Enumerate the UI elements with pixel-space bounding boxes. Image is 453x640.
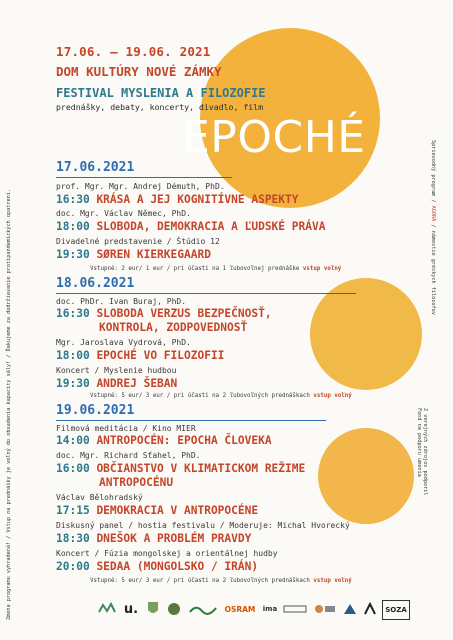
event-line: 16:30 KRÁSA A JEJ KOGNITÍVNE ASPEKTY [56, 193, 299, 206]
event-title-cont: ANTROPOCÉNU [99, 476, 174, 489]
event-speaker: prof. Mgr. Mgr. Andrej Démuth, PhD. [56, 182, 225, 191]
logo-graphic [342, 600, 358, 618]
event-speaker: Divadelné predstavenie / Štúdio 12 [56, 237, 220, 246]
event-line: 18:00 EPOCHÉ VO FILOZOFII [56, 349, 225, 362]
day-date: 18.06.2021 [56, 276, 135, 291]
brand-title: EPOCHÉ [182, 112, 366, 163]
festival-dates: 17.06. – 19.06. 2021 [56, 44, 211, 59]
day-date: 17.06.2021 [56, 160, 135, 175]
festival-name: FESTIVAL MYSLENIA A FILOZOFIE [56, 86, 266, 100]
event-line: 17:15 DEMOKRACIA V ANTROPOCÉNE [56, 504, 259, 517]
sponsor-logos [92, 596, 422, 622]
side-note-funding: Z verejných zdrojov podporil Fond na podporu umenia [416, 408, 428, 496]
event-title-cont: KONTROLA, ZODPOVEDNOSŤ [99, 321, 248, 334]
logo-graphic [362, 600, 378, 618]
event-line: 18:30 DNEŠOK A PROBLÉM PRAVDY [56, 532, 252, 545]
logo-soza: SOZA [382, 600, 410, 620]
decorative-circle-small [318, 428, 414, 524]
festival-venue: DOM KULTÚRY NOVÉ ZÁMKY [56, 64, 222, 79]
event-speaker: doc. Mgr. Václav Němec, PhD. [56, 209, 191, 218]
event-line: 16:00 OBČIANSTVO V KLIMATICKOM REŽIME [56, 462, 306, 475]
event-line: 14:00 ANTROPOCÉN: EPOCHA ČLOVEKA [56, 434, 272, 447]
event-speaker: Václav Bělohradský [56, 493, 143, 502]
side-note-right: Sprievodný program / AGORA / námestie gréckych filozofov [430, 140, 436, 315]
logo-u: u. [123, 601, 139, 617]
event-speaker: Koncert / Myslenie hudbou [56, 366, 177, 375]
logo-osram: OSRAM [224, 604, 256, 614]
logo-graphic [282, 600, 308, 618]
event-speaker: Koncert / Fúzia mongolskej a orientálnej hudby [56, 549, 278, 558]
day-date: 19.06.2021 [56, 403, 135, 418]
event-line: 19:30 ANDREJ ŠEBAN [56, 377, 178, 390]
entry-fee-note: Vstupné: 5 eur/ 3 eur / pri účasti na 2 ľubovoľných prednáškach vstup voľný [90, 393, 352, 399]
logo-script [188, 600, 218, 618]
event-speaker: Diskusný panel / hostia festivalu / Moderuje: Michal Hvorecký [56, 521, 350, 530]
logo-graphic [312, 600, 338, 618]
day-divider [56, 177, 232, 178]
day-divider [56, 420, 326, 421]
event-speaker: Filmová meditácia / Kino MIER [56, 424, 196, 433]
logo-ima: ima [262, 605, 278, 613]
decorative-circle-medium [310, 278, 422, 390]
crest-icon [146, 600, 160, 618]
logo-round [166, 600, 182, 618]
day-divider [56, 293, 356, 294]
entry-fee-note: Vstupné: 2 eur/ 1 eur / pri účasti na 1 ľubovoľnej prednáške vstup voľný [90, 266, 342, 272]
event-line: 16:30 SLOBODA VERZUS BEZPEČNOSŤ, [56, 307, 272, 320]
event-speaker: doc. PhDr. Ivan Buraj, PhD. [56, 297, 187, 306]
side-note-left: Zmena programu vyhradená! / Vstup na prednášky je voľný do obsadenia kapacity sály! / Ďakujeme za dodržiavanie protipandemických opatrení. [6, 189, 12, 620]
event-speaker: Mgr. Jaroslava Vydrová, PhD. [56, 338, 191, 347]
event-line: 20:00 SEDAA (MONGOLSKO / IRÁN) [56, 560, 259, 573]
festival-subtitle: prednášky, debaty, koncerty, divadlo, film [56, 102, 264, 112]
logo-graphic [98, 600, 116, 618]
event-speaker: doc. Mgr. Richard Sťahel, PhD. [56, 451, 201, 460]
event-line: 19:30 SØREN KIERKEGAARD [56, 248, 211, 261]
entry-fee-note: Vstupné: 5 eur/ 3 eur / pri účasti na 2 ľubovoľných prednáškach vstup voľný [90, 578, 352, 584]
event-line: 18:00 SLOBODA, DEMOKRACIA A ĽUDSKÉ PRÁVA [56, 220, 326, 233]
